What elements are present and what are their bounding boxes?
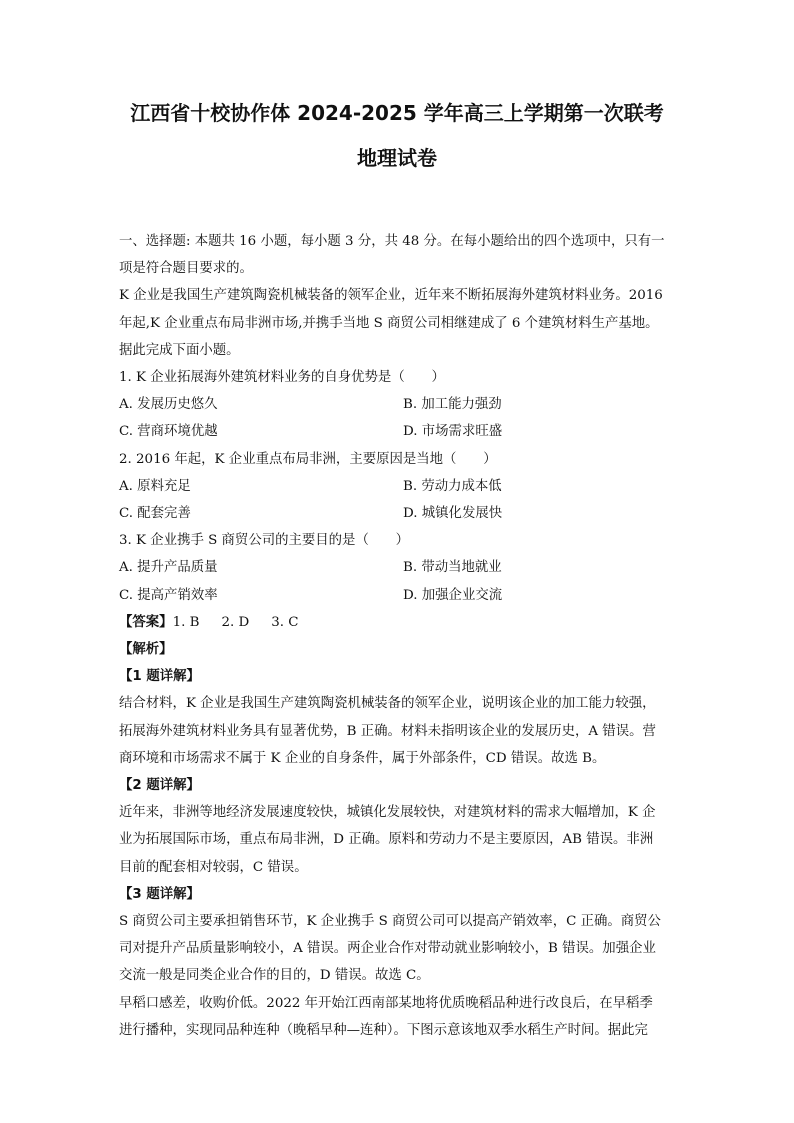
option-c: C. 配套完善 [119,506,191,522]
question-options-row [119,500,679,527]
answer-1: 1. B [172,614,200,630]
analysis-line: 交流一般是同类企业合作的目的，D 错误。故选 C。 [119,968,430,984]
option-d: D. 城镇化发展快 [403,506,503,522]
analysis-line: 近年来，非洲等地经济发展速度较快，城镇化发展较快，对建筑材料的需求大幅增加，K 企 [119,805,656,821]
answer-line [119,609,679,636]
analysis-line: 拓展海外建筑材料业务具有显著优势，B 正确。材料未指明该企业的发展历史，A 错误。营 [119,723,656,739]
question-stem-1: 1. K 企业拓展海外建筑材料业务的自身优势是（ ） [119,370,445,386]
question-options-row [119,391,679,418]
option-c: C. 提高产销效率 [119,587,218,603]
analysis-line: 结合材料，K 企业是我国生产建筑陶瓷机械装备的领军企业，说明该企业的加工能力较强， [119,696,656,712]
question-stem-3: 3. K 企业携手 S 商贸公司的主要目的是（ ） [119,533,410,549]
section-intro-line: 一、选择题: 本题共 16 小题，每小题 3 分，共 48 分。在每小题给出的四个选项中，只有一 [119,234,665,249]
exam-subject-title: 地理试卷 [357,146,437,170]
option-a: A. 原料充足 [119,478,191,494]
material-line: 年起,K 企业重点布局非洲市场,并携手当地 S 商贸公司相继建成了 6 个建筑材料生产基地。 [119,315,659,331]
analysis-line: S 商贸公司主要承担销售环节，K 企业携手 S 商贸公司可以提高产销效率，C 正确。商贸公 [119,914,661,930]
option-d: D. 加强企业交流 [403,587,503,603]
option-b: B. 劳动力成本低 [403,478,502,494]
option-b: B. 加工能力强劲 [403,397,502,413]
question-options-row [119,473,679,500]
analysis-line: 商环境和市场需求不属于 K 企业的自身条件，属于外部条件，CD 错误。故选 B。 [119,750,606,766]
answer-2: 2. D [221,614,250,630]
analysis-line: 业为拓展国际市场，重点布局非洲，D 正确。原料和劳动力不是主要原因，AB 错误。非洲 [119,832,654,848]
question-options-row [119,582,679,609]
material-line: K 企业是我国生产建筑陶瓷机械装备的领军企业，近年来不断拓展海外建筑材料业务。2016 [119,288,663,304]
analysis-label: 【解析】 [119,642,173,658]
option-b: B. 带动当地就业 [403,560,502,576]
option-c: C. 营商环境优越 [119,424,218,440]
question-options-row [119,554,679,581]
analysis-line: 司对提升产品质量影响较小，A 错误。两企业合作对带动就业影响较小，B 错误。加强企业 [119,941,656,957]
q2-detail-label: 【2 题详解】 [119,778,200,794]
analysis-line: 目前的配套相对较弱，C 错误。 [119,859,308,875]
option-d: D. 市场需求旺盛 [403,424,503,440]
q1-detail-label: 【1 题详解】 [119,669,200,685]
material-line: 进行播种，实现同品种连种（晚稻早种—连种）。下图示意该地双季水稻生产时间。据此完 [119,1022,648,1038]
material-line: 早稻口感差，收购价低。2022 年开始江西南部某地将优质晚稻品种进行改良后，在早稻季 [119,995,653,1011]
answer-label: 【答案】 [119,614,173,630]
material-line: 据此完成下面小题。 [119,342,240,358]
option-a: A. 发展历史悠久 [119,397,218,413]
q3-detail-label: 【3 题详解】 [119,886,200,902]
exam-title: 江西省十校协作体 2024-2025 学年高三上学期第一次联考 [130,101,664,125]
question-options-row [119,418,679,445]
answer-3: 3. C [271,614,299,630]
section-intro-line: 项是符合题目要求的。 [119,261,253,277]
option-a: A. 提升产品质量 [119,560,218,576]
question-stem-2: 2. 2016 年起，K 企业重点布局非洲，主要原因是当地（ ） [119,451,497,467]
document-body [119,228,679,1044]
